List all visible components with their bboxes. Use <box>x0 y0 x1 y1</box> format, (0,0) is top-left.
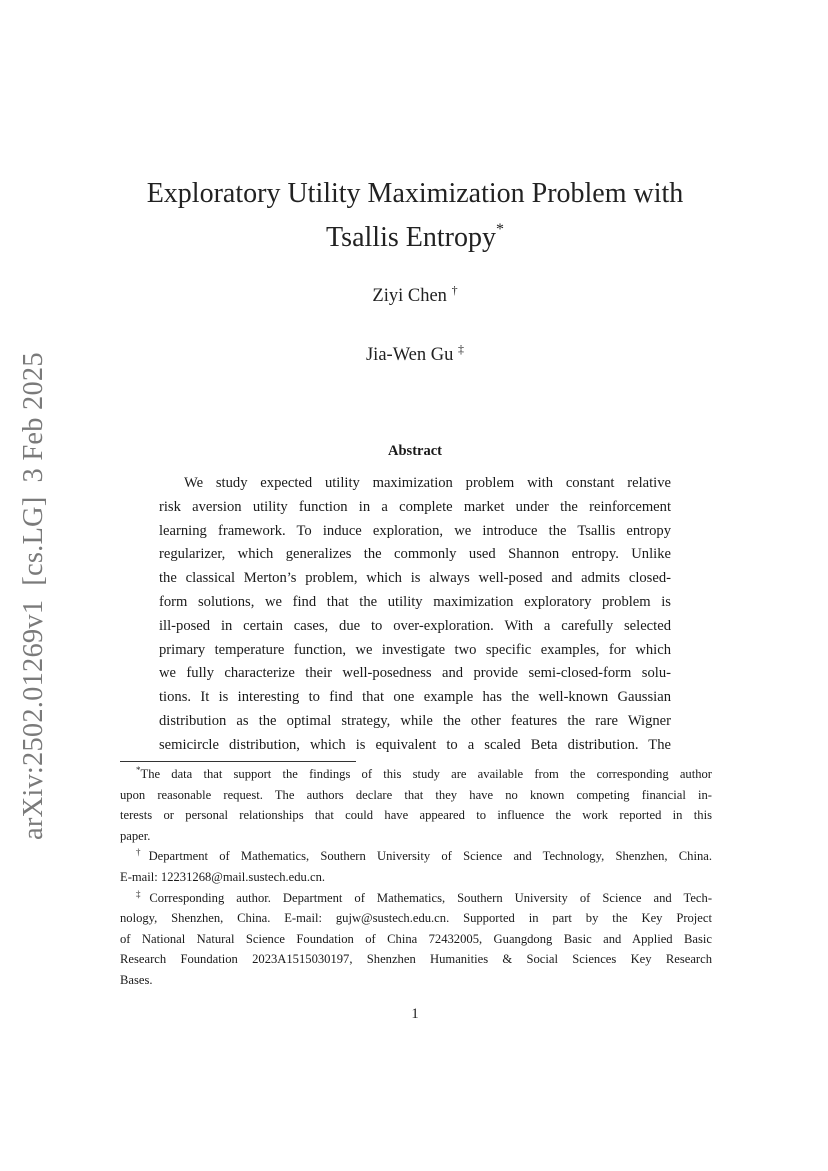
author-2-name: Jia-Wen Gu <box>365 345 454 365</box>
footnote-mark: † <box>136 847 149 858</box>
footnote-text: upon reasonable request. The authors declare that they have no known competing financial in- <box>120 787 712 802</box>
footnote-line <box>120 949 712 970</box>
footnote-3 <box>120 888 712 991</box>
author-1-name: Ziyi Chen <box>372 286 447 306</box>
footnote-text: Department of Mathematics, Southern University of Science and Technology, Shenzhen, China. <box>148 849 712 864</box>
abstract-line: risk aversion utility function in a complete market under the reinforcement <box>159 498 671 515</box>
footnote-line <box>120 826 712 847</box>
abstract-line: semicircle distribution, which is equivalent to a scaled Beta distribution. The <box>159 736 671 753</box>
abstract-line: We study expected utility maximization problem with constant relative <box>184 475 671 491</box>
footnote-text: Corresponding author. Department of Mathematics, Southern University of Science and Tech- <box>149 890 713 905</box>
footnote-text: paper. <box>120 828 151 843</box>
arxiv-category: [cs.LG] <box>18 496 49 586</box>
footnote-text: terests or personal relationships that could have appeared to influence the work reported in this <box>120 808 712 823</box>
title-line-2 <box>80 216 750 260</box>
footnote-text: The data that support the findings of this study are available from the corresponding author <box>140 767 712 781</box>
author-2 <box>80 342 750 366</box>
footnote-text: Bases. <box>120 972 153 987</box>
author-1 <box>80 283 750 307</box>
footnote-text: E-mail: 12231268@mail.sustech.edu.cn. <box>120 869 326 884</box>
footnote-line <box>120 908 712 929</box>
footnote-line <box>120 970 712 991</box>
footnote-line <box>120 888 712 909</box>
footnote-line <box>120 846 712 867</box>
footnote-text: of National Natural Science Foundation of China 72432005, Guangdong Basic and Applied Basic <box>120 931 712 946</box>
footnote-text: Research Foundation 2023A1515030197, Shenzhen Humanities & Social Sciences Key Research <box>120 952 712 967</box>
title-footnote-mark[interactable]: * <box>495 221 504 238</box>
title-line-1: Exploratory Utility Maximization Problem with <box>146 178 684 209</box>
author-1-footnote-mark[interactable]: † <box>451 283 458 297</box>
page-number: 1 <box>411 1006 419 1022</box>
footnote-text: nology, Shenzhen, China. E-mail: gujw@sustech.edu.cn. Supported in part by the Key Project <box>120 911 712 926</box>
footnote-1 <box>120 764 712 846</box>
footnote-line <box>120 929 712 950</box>
abstract-line: regularizer, which generalizes the commonly used Shannon entropy. Unlike <box>159 546 671 563</box>
abstract-line: tions. It is interesting to find that one example has the well-known Gaussian <box>159 689 671 706</box>
footnote-separator <box>120 761 356 762</box>
abstract-line: ill-posed in certain cases, due to over-exploration. With a carefully selected <box>159 617 671 634</box>
abstract-heading: Abstract <box>388 443 442 459</box>
arxiv-identifier-stamp[interactable] <box>20 352 49 840</box>
footnotes <box>120 764 712 991</box>
abstract-body <box>159 472 671 758</box>
footnote-line <box>120 805 712 826</box>
paper-title <box>80 172 750 260</box>
arxiv-id[interactable]: arXiv:2502.01269v1 <box>18 599 49 840</box>
author-2-footnote-mark[interactable]: ‡ <box>458 342 464 356</box>
footnote-2 <box>120 846 712 887</box>
abstract-line: learning framework. To induce exploration, we introduce the Tsallis entropy <box>159 522 671 539</box>
footnote-line <box>120 867 712 888</box>
abstract-line: primary temperature function, we investigate two specific examples, for which <box>159 641 671 658</box>
abstract-line: distribution as the optimal strategy, while the other features the rare Wigner <box>159 712 671 729</box>
abstract-line: form solutions, we find that the utility maximization exploratory problem is <box>159 593 671 610</box>
abstract-line: the classical Merton’s problem, which is always well-posed and admits closed- <box>159 570 671 587</box>
title-line-2-text: Tsallis Entropy <box>326 222 496 253</box>
arxiv-date: 3 Feb 2025 <box>18 352 49 483</box>
footnote-line <box>120 764 712 785</box>
footnote-mark: * <box>136 765 141 775</box>
abstract-line: we fully characterize their well-posedness and provide semi-closed-form solu- <box>159 665 671 682</box>
footnote-mark: ‡ <box>136 888 150 899</box>
footnote-line <box>120 785 712 806</box>
